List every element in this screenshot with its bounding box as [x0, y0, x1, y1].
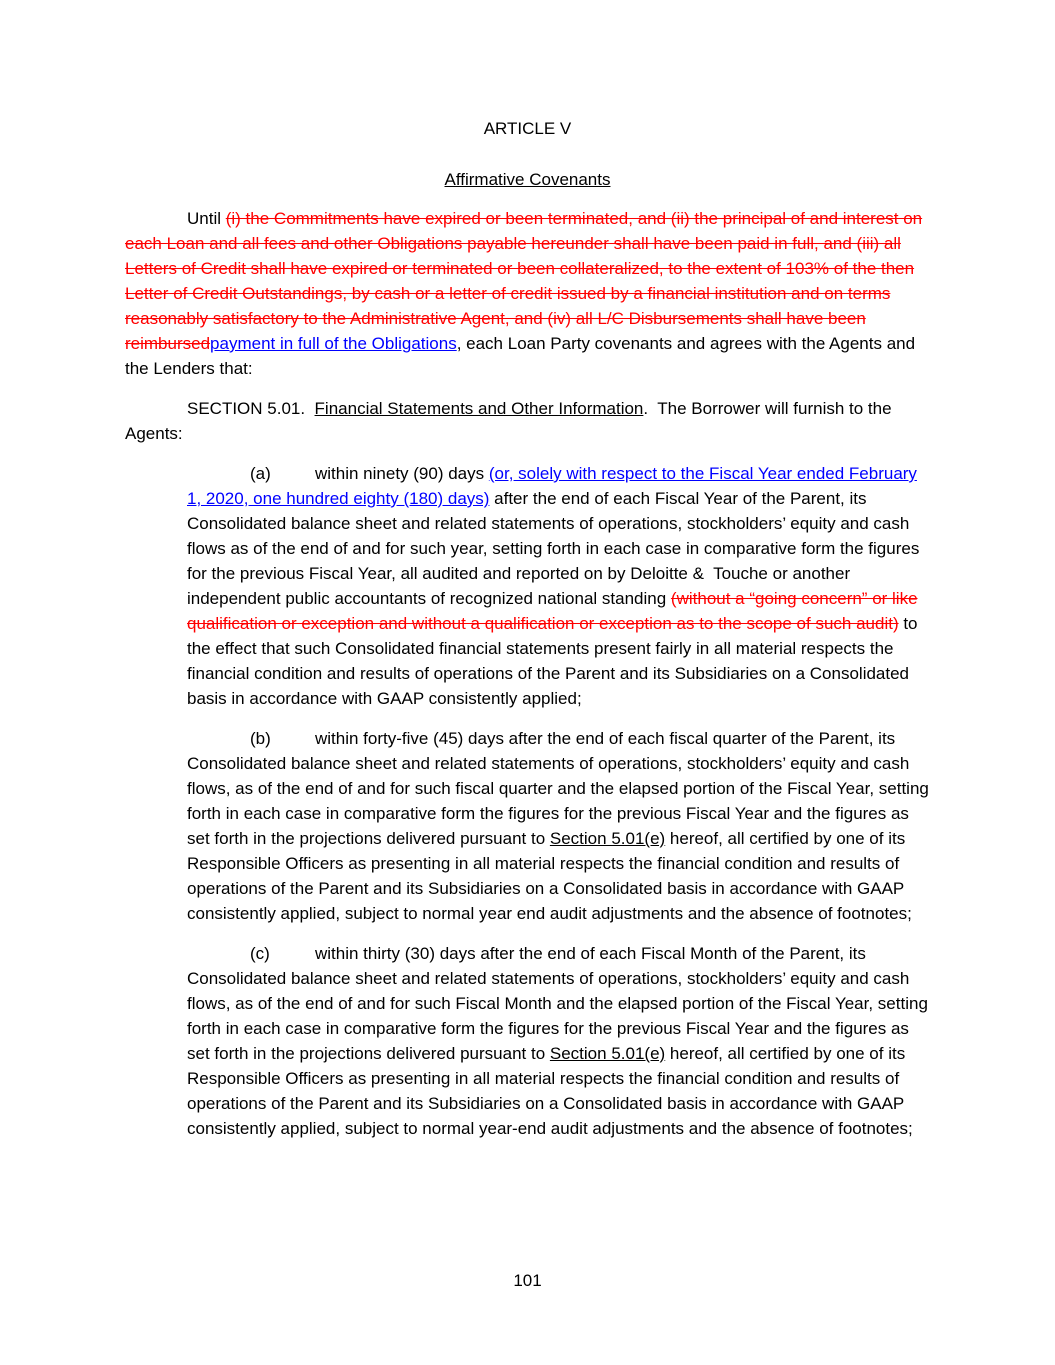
underlined-text-run: Section 5.01(e) [549, 1044, 666, 1063]
clause-b-label: (b) [250, 729, 271, 748]
section-501-heading-paragraph [125, 396, 930, 446]
clause-c-paragraph [187, 941, 930, 1141]
text-run: within thirty (30) days after the end of each Fiscal Month of the Parent, its Consolidated balance sheet and related statements of operations, stockholders’ equity and cash flows, as of the end of and for such Fiscal Month and the elapsed portion of the Fiscal Year, setting forth in each case in comparative form the figures for the previous Fiscal Year and the figures as set forth in the projections delivered pursuant to [187, 944, 928, 1063]
clause-a-paragraph [187, 461, 930, 711]
text-run: , each Loan Party covenants and agrees with the Agents and the Lenders that: [125, 334, 916, 378]
intro-paragraph [125, 206, 930, 381]
text-run: hereof, all certified by one of its Responsible Officers as presenting in all material respects the financial condition and results of operations of the Parent and its Subsidiaries on a Consolidated basis in accordance with GAAP consistently applied, subject to normal year-end audit adjustments and the absence of footnotes; [187, 1044, 913, 1138]
article-subtitle: Affirmative Covenants [444, 170, 611, 189]
underlined-text-run: Section 5.01(e) [549, 829, 666, 848]
inserted-text-run: (or, solely with respect to the Fiscal Year ended February 1, 2020, one hundred eighty (180) days) [187, 464, 917, 508]
text-run: within forty-five (45) days after the end of each fiscal quarter of the Parent, its Consolidated balance sheet and related statements of operations, stockholders’ equity and cash flows, as of the end of and for such fiscal quarter and the elapsed portion of the Fiscal Year, setting forth in each case in comparative form the figures for the previous Fiscal Year and the figures as set forth in the projections delivered pursuant to [187, 729, 929, 848]
section-number-run: SECTION 5.01. [187, 399, 315, 418]
clause-b-paragraph [187, 726, 930, 926]
deleted-text-run: (without a “going concern” or like qualification or exception and without a qualification or exception as to the scope of such audit) [187, 589, 918, 633]
text-run: within ninety (90) days [315, 464, 489, 483]
inserted-text-run: payment in full of the Obligations [210, 334, 457, 353]
clause-a-label: (a) [250, 464, 271, 483]
underlined-text-run: Financial Statements and Other Information [314, 399, 644, 418]
text-run: . The Borrower will furnish to the Agents: [125, 399, 892, 443]
deleted-text-run: (i) the Commitments have expired or been terminated, and (ii) the principal of and interest on each Loan and all fees and other Obligations payable hereunder shall have been paid in full, and (iii) all Letters of Credit shall have expired or terminated or been collateralized, to the extent of 103% of the then Letter of Credit Outstandings, by cash or a letter of credit issued by a financial institution and on terms reasonably satisfactory to the Administrative Agent, and (iv) all L/C Disbursements shall have been reimbursed [125, 209, 923, 353]
clause-c-label: (c) [250, 944, 270, 963]
text-run: to the effect that such Consolidated financial statements present fairly in all material respects the financial condition and results of operations of the Parent and its Subsidiaries on a Consolidated basis in accordance with GAAP consistently applied; [187, 614, 918, 708]
text-run: Until [187, 209, 226, 228]
article-subtitle-line [125, 167, 930, 192]
page-number: 101 [513, 1271, 542, 1290]
text-run: after the end of each Fiscal Year of the Parent, its Consolidated balance sheet and related statements of operations, stockholders’ equity and cash flows as of the end of and for such year, setting forth in each case in comparative form the figures for the previous Fiscal Year, all audited and reported on by Deloitte & Touche or another independent public accountants of recognized national standing [187, 489, 920, 608]
article-title: ARTICLE V [483, 119, 572, 138]
text-run: hereof, all certified by one of its Responsible Officers as presenting in all material respects the financial condition and results of operations of the Parent and its Subsidiaries on a Consolidated basis in accordance with GAAP consistently applied, subject to normal year end audit adjustments and the absence of footnotes; [187, 829, 912, 923]
